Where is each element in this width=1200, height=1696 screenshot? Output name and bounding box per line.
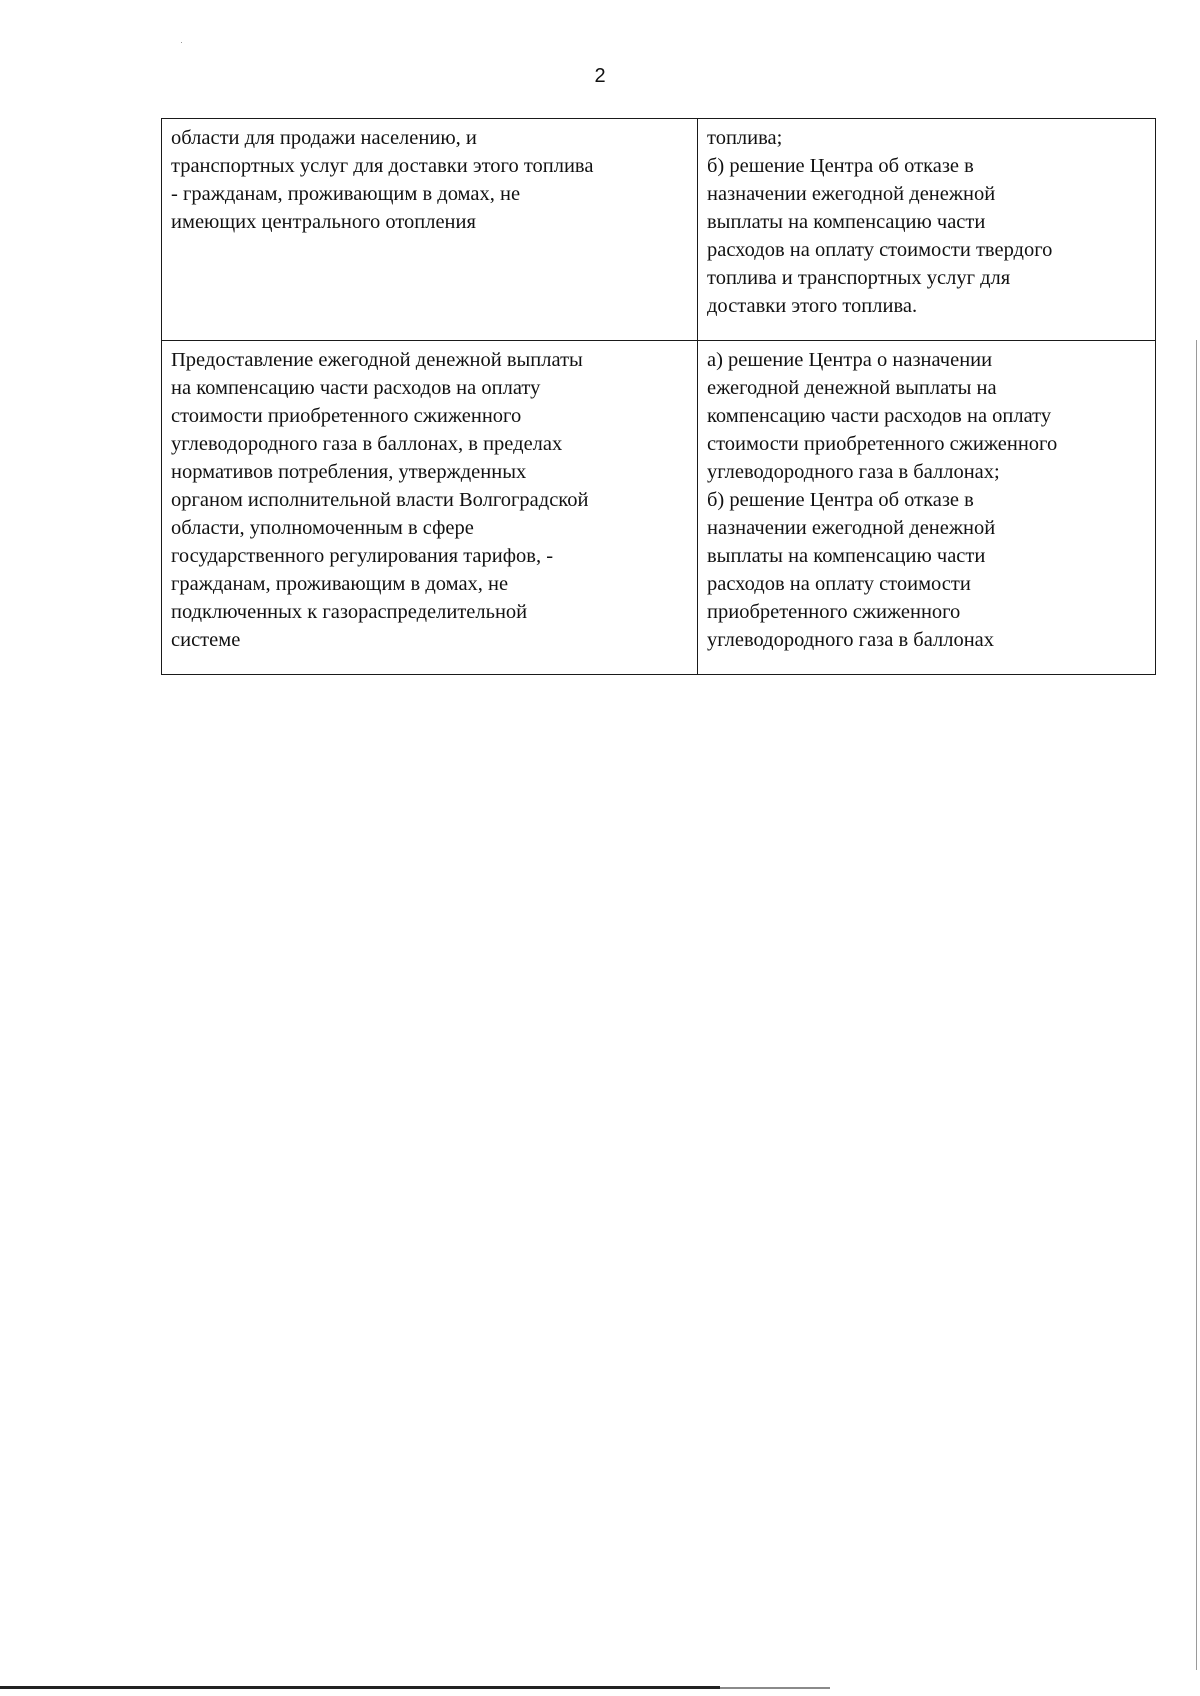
table-cell-service <box>162 119 698 341</box>
cell-text: области для продажи населению, и транспортных услуг для доставки этого топлива - гражданам, проживающим в домах, не имеющих центрального отопления <box>171 127 594 233</box>
scan-edge-bottom <box>0 1686 720 1689</box>
table-row <box>162 341 1156 675</box>
table-row <box>162 119 1156 341</box>
scan-edge-bottom-faint <box>720 1687 830 1689</box>
table-cell-result <box>698 341 1156 675</box>
table-cell-service <box>162 341 698 675</box>
cell-text: а) решение Центра о назначении ежегодной денежной выплаты на компенсацию части расходов на оплату стоимости приобретенного сжиженного углеводородного газа в баллонах; б) решение Центра об отказе в назначении ежегодной денежной выплаты на компенсацию части расходов на оплату стоимости приобретенного сжиженного углеводородного газа в баллонах <box>707 349 1058 651</box>
services-table <box>161 118 1156 675</box>
scan-speck <box>181 42 182 43</box>
cell-text: Предоставление ежегодной денежной выплаты на компенсацию части расходов на оплату стоимости приобретенного сжиженного углеводородного газа в баллонах, в пределах нормативов потребления, утвержденных органом исполнительной власти Волгоградской области, уполномоченным в сфере государственного регулирования тарифов, - гражданам, проживающим в домах, не подключенных к газораспределительной системе <box>171 349 589 651</box>
scan-edge-right <box>1196 340 1197 1670</box>
page-number: 2 <box>594 65 606 87</box>
table-cell-result <box>698 119 1156 341</box>
cell-text: топлива; б) решение Центра об отказе в назначении ежегодной денежной выплаты на компенсацию части расходов на оплату стоимости твердого топлива и транспортных услуг для доставки этого топлива. <box>707 127 1053 317</box>
